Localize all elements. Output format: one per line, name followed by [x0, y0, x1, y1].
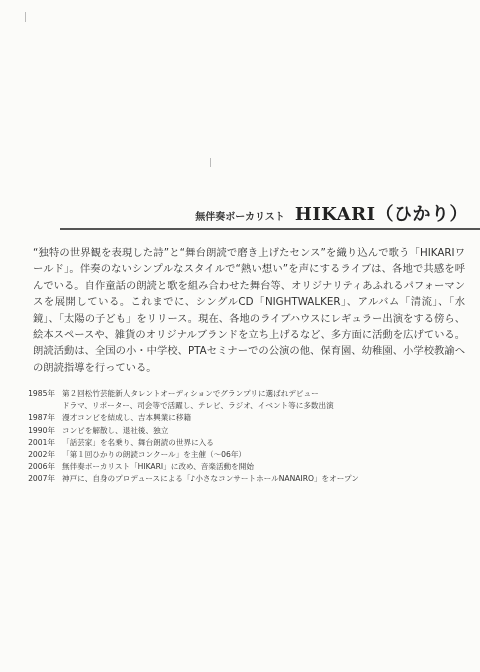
- profile-subtitle: 無伴奏ボーカリスト: [195, 212, 285, 223]
- history-row: [18, 449, 476, 461]
- history-year: 2007年: [28, 474, 55, 484]
- history-row: [18, 473, 476, 485]
- heading-rule: [60, 228, 480, 230]
- history-list: [18, 388, 476, 486]
- history-row: [18, 412, 476, 424]
- profile-heading: [195, 200, 468, 226]
- history-text: 「話芸家」を名乗り、舞台朗読の世界に入る: [62, 437, 214, 447]
- history-year: 1987年: [28, 413, 55, 423]
- scan-mark-top: [25, 12, 26, 22]
- history-row: [18, 388, 476, 400]
- history-text: 漫才コンビを結成し、吉本興業に移籍: [62, 413, 192, 423]
- history-text: コンビを解散し、退社後、独立: [62, 425, 169, 435]
- history-text: ドラマ、リポーター、司会等で活躍し、テレビ、ラジオ、イベント等に多数出演: [62, 401, 334, 411]
- history-text: 「第１回ひかりの朗読コンクール」を主催（～06年）: [62, 450, 247, 460]
- history-year: 1990年: [28, 425, 55, 435]
- history-row: [18, 437, 476, 449]
- history-text: 第２回松竹芸能新人タレントオーディションでグランプリに選ばれデビュー: [62, 389, 319, 398]
- history-year: 2006年: [28, 462, 55, 472]
- history-year: 2001年: [28, 437, 55, 447]
- scan-mark-middle: [210, 158, 211, 167]
- history-year: 2002年: [28, 450, 55, 460]
- history-text: 無伴奏ボーカリスト「HIKARI」に改め、音楽活動を開始: [62, 462, 254, 472]
- history-year: 1985年: [28, 389, 55, 398]
- history-text: 神戸に、自身のプロデュースによる「♪小さなコンサートホールNANAIRO」をオープン: [62, 474, 359, 484]
- history-row: [18, 461, 476, 473]
- profile-title: HIKARI（ひかり）: [294, 204, 468, 225]
- intro-paragraph: “独特の世界観を表現した詩”と“舞台朗読で磨き上げたセンス”を織り込んで歌う「HIKARIワールド」。伴奏のないシンプルなスタイルで“熱い想い”を声にするライブは、各地で共感を呼んでいる。自作童話の朗読と歌を組み合わせた舞台等、オリジナリティあふれるパフォーマンスを展開している。これまでに、シングルCD「NIGHTWALKER」、アルバム「清流」、「水鏡」、「太陽の子ども」をリリース。現在、各地のライブハウスにレギュラー出演をする傍ら、絵本スペースや、雑貨のオリジナルブランドを立ち上げるなど、多方面に活動を広げている。朗読活動は、全国の小・中学校、PTAセミナーでの公演の他、保育園、幼稚園、小学校教諭への朗読指導を行っている。: [33, 247, 465, 374]
- history-row: [18, 425, 476, 437]
- history-row: [18, 400, 476, 412]
